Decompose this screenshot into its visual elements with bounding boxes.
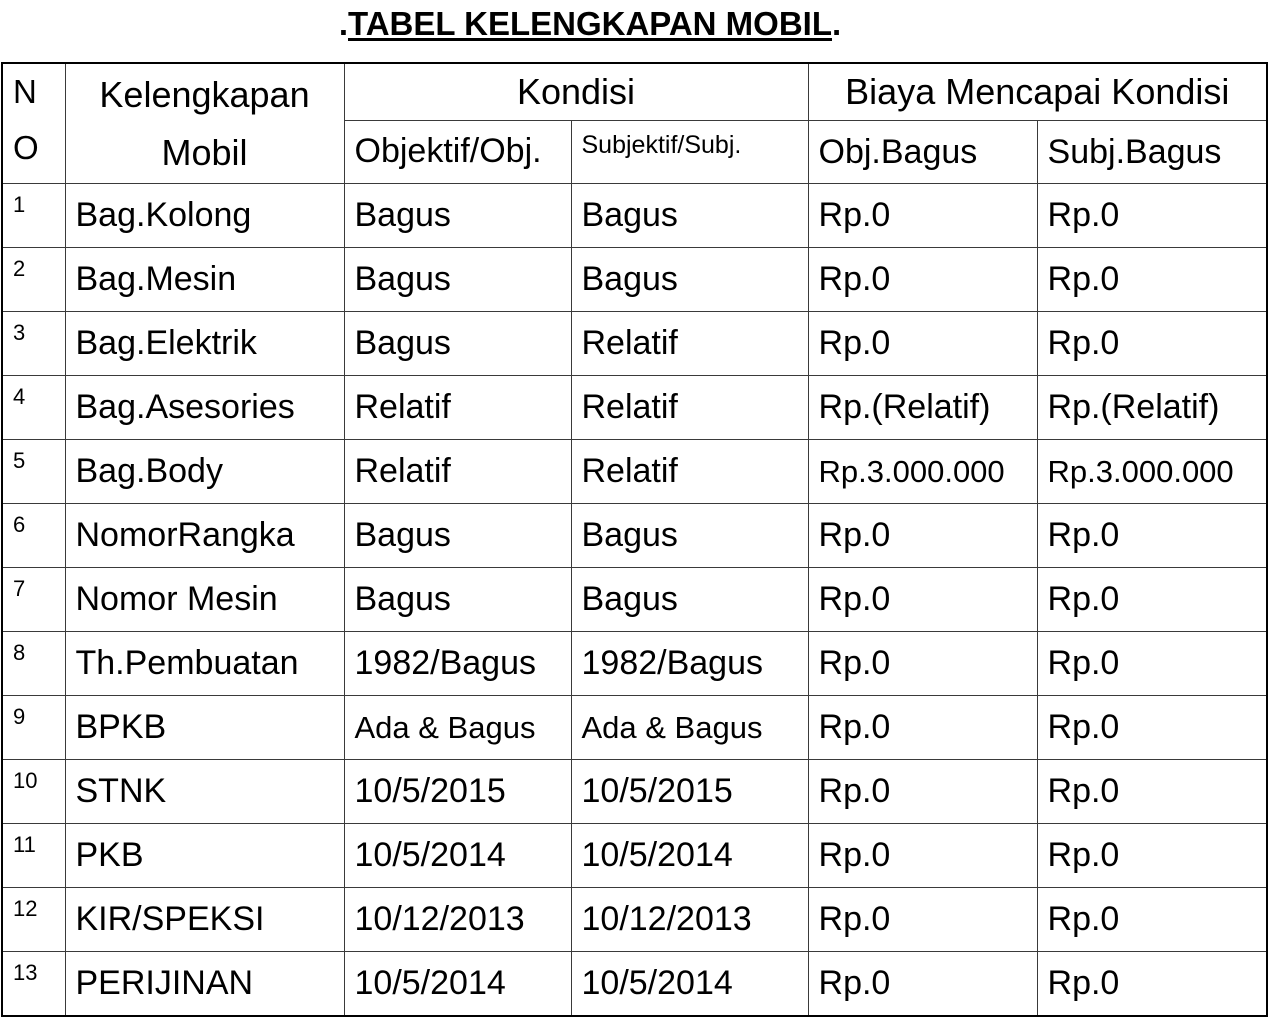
header-kelengkapan-line1: Kelengkapan (99, 73, 310, 115)
cell-subj: 10/5/2015 (571, 760, 808, 824)
cell-no: 8 (2, 632, 65, 696)
header-kondisi: Kondisi (344, 63, 808, 121)
cell-obj: Relatif (344, 440, 571, 504)
cell-biaya-subj: Rp.0 (1037, 568, 1267, 632)
table-row (2, 696, 1267, 760)
cell-no: 3 (2, 312, 65, 376)
cell-biaya-obj: Rp.0 (808, 952, 1037, 1017)
cell-subj: 10/5/2014 (571, 952, 808, 1017)
cell-no: 6 (2, 504, 65, 568)
cell-subj: Relatif (571, 440, 808, 504)
cell-biaya-obj: Rp.0 (808, 696, 1037, 760)
cell-obj: 10/5/2014 (344, 952, 571, 1017)
header-subjektif: Subjektif/Subj. (571, 121, 808, 184)
header-no-line2: O (13, 129, 39, 166)
cell-item: Nomor Mesin (65, 568, 344, 632)
cell-biaya-subj: Rp.0 (1037, 824, 1267, 888)
cell-biaya-subj: Rp.0 (1037, 184, 1267, 248)
cell-biaya-subj: Rp.(Relatif) (1037, 376, 1267, 440)
cell-subj: Ada & Bagus (571, 696, 808, 760)
cell-obj: Bagus (344, 312, 571, 376)
cell-obj: 10/5/2015 (344, 760, 571, 824)
table-row (2, 248, 1267, 312)
table-row (2, 440, 1267, 504)
cell-biaya-obj: Rp.0 (808, 760, 1037, 824)
cell-obj: Relatif (344, 376, 571, 440)
cell-item: Bag.Kolong (65, 184, 344, 248)
cell-no: 9 (2, 696, 65, 760)
cell-obj: Bagus (344, 248, 571, 312)
cell-no: 13 (2, 952, 65, 1017)
cell-biaya-obj: Rp.0 (808, 248, 1037, 312)
cell-biaya-obj: Rp.0 (808, 312, 1037, 376)
cell-item: STNK (65, 760, 344, 824)
title-suffix: . (832, 5, 842, 42)
cell-biaya-obj: Rp.0 (808, 184, 1037, 248)
title-prefix: . (338, 5, 348, 42)
cell-obj: Ada & Bagus (344, 696, 571, 760)
cell-biaya-obj: Rp.0 (808, 568, 1037, 632)
cell-biaya-obj: Rp.0 (808, 888, 1037, 952)
cell-no: 7 (2, 568, 65, 632)
table-row (2, 952, 1267, 1017)
cell-biaya-subj: Rp.0 (1037, 504, 1267, 568)
cell-subj: Bagus (571, 568, 808, 632)
cell-item: KIR/SPEKSI (65, 888, 344, 952)
header-obj-bagus: Obj.Bagus (808, 121, 1037, 184)
cell-item: Bag.Elektrik (65, 312, 344, 376)
cell-subj: Relatif (571, 376, 808, 440)
cell-biaya-obj: Rp.3.000.000 (808, 440, 1037, 504)
cell-biaya-obj: Rp.0 (808, 632, 1037, 696)
table-row (2, 824, 1267, 888)
cell-obj: 10/12/2013 (344, 888, 571, 952)
cell-subj: 10/12/2013 (571, 888, 808, 952)
cell-subj: Bagus (571, 184, 808, 248)
cell-subj: Bagus (571, 248, 808, 312)
cell-subj: Relatif (571, 312, 808, 376)
table-row (2, 632, 1267, 696)
cell-obj: Bagus (344, 568, 571, 632)
cell-biaya-obj: Rp.0 (808, 824, 1037, 888)
cell-biaya-subj: Rp.0 (1037, 632, 1267, 696)
table-row (2, 568, 1267, 632)
cell-no: 5 (2, 440, 65, 504)
cell-item: Bag.Mesin (65, 248, 344, 312)
cell-no: 10 (2, 760, 65, 824)
cell-item: Bag.Body (65, 440, 344, 504)
header-kelengkapan-line2: Mobil (161, 131, 248, 173)
cell-subj: Bagus (571, 504, 808, 568)
table-row (2, 184, 1267, 248)
cell-item: PKB (65, 824, 344, 888)
cell-obj: Bagus (344, 504, 571, 568)
cell-biaya-subj: Rp.0 (1037, 888, 1267, 952)
cell-biaya-subj: Rp.0 (1037, 248, 1267, 312)
cell-no: 4 (2, 376, 65, 440)
cell-biaya-obj: Rp.(Relatif) (808, 376, 1037, 440)
cell-no: 1 (2, 184, 65, 248)
cell-biaya-subj: Rp.0 (1037, 760, 1267, 824)
header-no (2, 63, 65, 184)
table-row (2, 760, 1267, 824)
cell-biaya-subj: Rp.0 (1037, 952, 1267, 1017)
cell-biaya-obj: Rp.0 (808, 504, 1037, 568)
cell-obj: 1982/Bagus (344, 632, 571, 696)
cell-obj: Bagus (344, 184, 571, 248)
cell-item: NomorRangka (65, 504, 344, 568)
title-text: TABEL KELENGKAPAN MOBIL (348, 5, 832, 42)
header-biaya: Biaya Mencapai Kondisi (808, 63, 1267, 121)
table-row (2, 504, 1267, 568)
table-row (2, 376, 1267, 440)
cell-no: 2 (2, 248, 65, 312)
cell-no: 11 (2, 824, 65, 888)
header-objektif: Objektif/Obj. (344, 121, 571, 184)
kelengkapan-table (1, 62, 1268, 1017)
cell-biaya-subj: Rp.0 (1037, 312, 1267, 376)
cell-no: 12 (2, 888, 65, 952)
cell-obj: 10/5/2014 (344, 824, 571, 888)
cell-item: BPKB (65, 696, 344, 760)
header-subj-bagus: Subj.Bagus (1037, 121, 1267, 184)
cell-item: Th.Pembuatan (65, 632, 344, 696)
header-no-line1: N (13, 73, 37, 110)
cell-subj: 1982/Bagus (571, 632, 808, 696)
cell-item: PERIJINAN (65, 952, 344, 1017)
header-kelengkapan (65, 63, 344, 184)
cell-subj: 10/5/2014 (571, 824, 808, 888)
cell-biaya-subj: Rp.3.000.000 (1037, 440, 1267, 504)
page-title (0, 2, 1180, 46)
table-row (2, 312, 1267, 376)
table-row (2, 888, 1267, 952)
cell-biaya-subj: Rp.0 (1037, 696, 1267, 760)
cell-item: Bag.Asesories (65, 376, 344, 440)
